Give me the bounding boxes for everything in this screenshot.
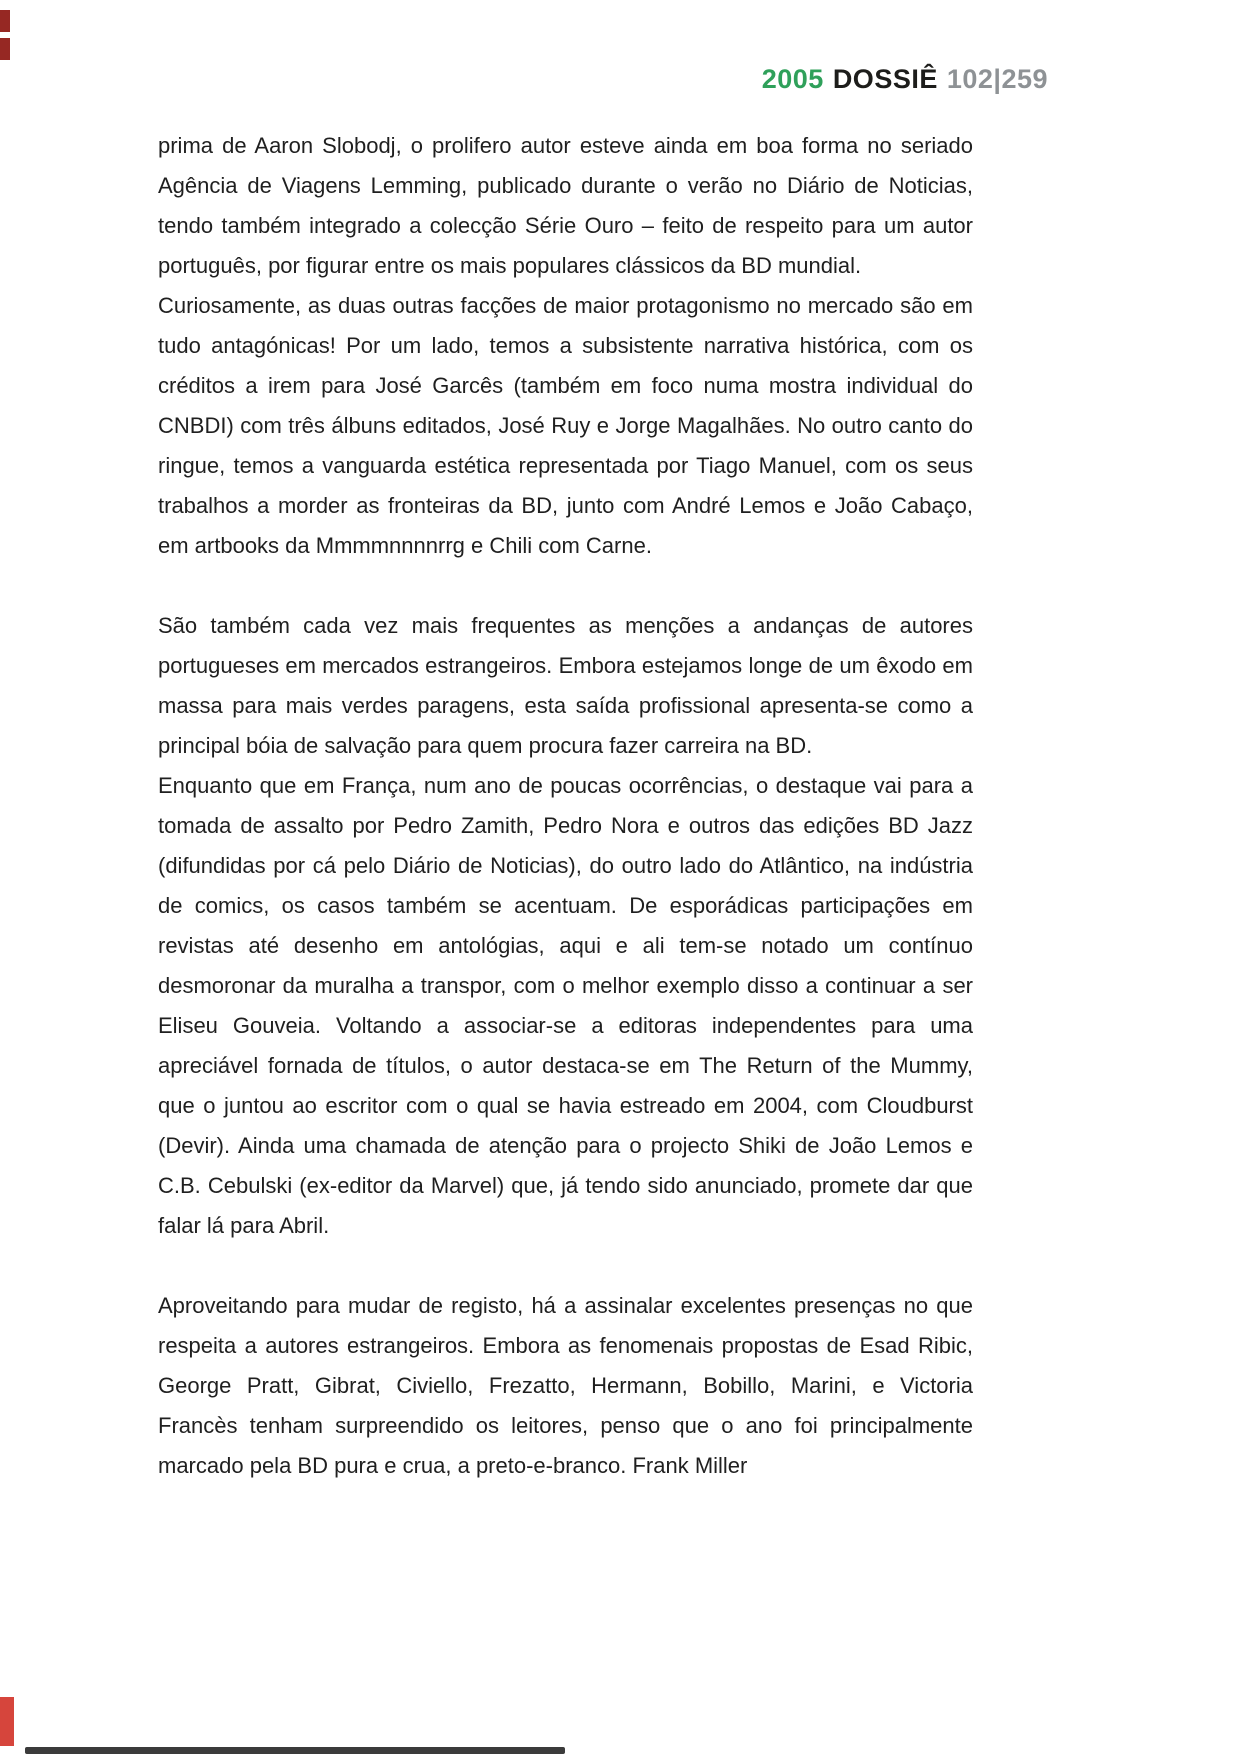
crop-mark-top-1	[0, 10, 10, 32]
paragraph-2: Curiosamente, as duas outras facções de maior protagonismo no mercado são em tudo antagónicas! Por um lado, temos a subsistente narrativa histórica, com os créditos a irem para José Garcês (também em foco numa mostra individual do CNBDI) com três álbuns editados, José Ruy e Jorge Magalhães. No outro canto do ringue, temos a vanguarda estética representada por Tiago Manuel, com os seus trabalhos a morder as fronteiras da BD, junto com André Lemos e João Cabaço, em artbooks da Mmmmnnnnrrg e Chili com Carne.	[158, 293, 973, 558]
crop-mark-top-2	[0, 38, 10, 60]
article-body	[158, 126, 973, 1486]
header-page-numbers: 102|259	[946, 64, 1048, 94]
paragraph-4: Enquanto que em França, num ano de poucas ocorrências, o destaque vai para a tomada de assalto por Pedro Zamith, Pedro Nora e outros das edições BD Jazz (difundidas por cá pelo Diário de Noticias), do outro lado do Atlântico, na indústria de comics, os casos também se acentuam. De esporádicas participações em revistas até desenho em antológias, aqui e ali tem-se notado um contínuo desmoronar da muralha a transpor, com o melhor exemplo disso a continuar a ser Eliseu Gouveia. Voltando a associar-se a editoras independentes para uma apreciável fornada de títulos, o autor destaca-se em The Return of the Mummy, que o juntou ao escritor com o qual se havia estreado em 2004, com Cloudburst (Devir). Ainda uma chamada de atenção para o projecto Shiki de João Lemos e C.B. Cebulski (ex-editor da Marvel) que, já tendo sido anunciado, promete dar que falar lá para Abril.	[158, 773, 973, 1238]
crop-mark-bottom	[0, 1697, 14, 1746]
header-year: 2005	[761, 64, 824, 94]
page-header	[0, 64, 1048, 95]
paragraph-5: Aproveitando para mudar de registo, há a assinalar excelentes presenças no que respeita a autores estrangeiros. Embora as fenomenais propostas de Esad Ribic, George Pratt, Gibrat, Civiello, Frezatto, Hermann, Bobillo, Marini, e Victoria Francès tenham surpreendido os leitores, penso que o ano foi principalmente marcado pela BD pura e crua, a preto-e-branco. Frank Miller	[158, 1293, 973, 1478]
paragraph-1: prima de Aaron Slobodj, o prolifero autor esteve ainda em boa forma no seriado Agência de Viagens Lemming, publicado durante o verão no Diário de Noticias, tendo também integrado a colecção Série Ouro – feito de respeito para um autor português, por figurar entre os mais populares clássicos da BD mundial.	[158, 133, 973, 278]
header-section-title: DOSSIÊ	[832, 64, 938, 94]
scan-edge-shadow	[25, 1747, 565, 1754]
paragraph-3: São também cada vez mais frequentes as menções a andanças de autores portugueses em mercados estrangeiros. Embora estejamos longe de um êxodo em massa para mais verdes paragens, esta saída profissional apresenta-se como a principal bóia de salvação para quem procura fazer carreira na BD.	[158, 613, 973, 758]
